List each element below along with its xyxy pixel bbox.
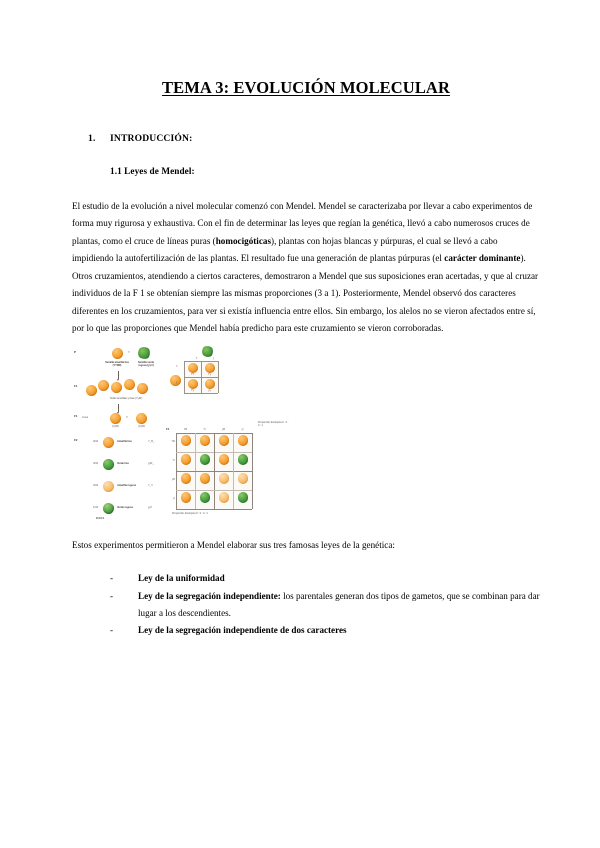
small-punnett-side-gamete: Y (176, 364, 178, 368)
large-punnett-seed (219, 435, 230, 446)
f1-cross-seed-a (110, 413, 121, 424)
law-name: Ley de la uniformidad (138, 573, 225, 584)
f2-ratio-count: 3/16 (93, 483, 98, 487)
f1-seed (111, 382, 122, 393)
bullet-marker: - (110, 590, 114, 601)
large-punnett-seed (200, 435, 211, 446)
large-punnett-side-gamete: yr (172, 496, 175, 500)
figure-canvas (72, 347, 290, 523)
small-punnett-cell-label: Yy (191, 388, 194, 392)
generation-label-f2: F2 (74, 437, 78, 442)
f2-genotype-label: Y_rr (148, 483, 153, 487)
f2-phenotype-label: Amarilla rugosa (117, 483, 136, 487)
small-punnett-cell-label: YY (190, 372, 195, 376)
section-number: 1. (88, 133, 96, 144)
large-punnett-top-gamete: Yr (203, 427, 206, 431)
f2-seed (103, 459, 114, 470)
large-punnett-side-gamete: Yr (172, 458, 175, 462)
large-punnett-seed (238, 492, 249, 503)
large-punnett-seed (181, 435, 192, 446)
subsection-heading-leyes-de-mendel: 1.1 Leyes de Mendel: (110, 166, 195, 176)
large-punnett-note: Proporción fenotípica 9 : 3 : 3 : 1 (172, 511, 208, 515)
large-punnett-seed (200, 492, 211, 503)
f1-cross-seed-b (136, 413, 147, 424)
f1-genotype-a: (YyRr) (111, 424, 120, 428)
list-item (110, 622, 540, 639)
f1-genotype-b: (YyRr) (137, 424, 146, 428)
f1-seed (86, 385, 97, 396)
large-punnett-top-gamete: YR (183, 427, 188, 431)
small-punnett-cell-label: yy (208, 388, 211, 392)
intro-paragraph (72, 198, 540, 338)
large-punnett-side-gamete: YR (171, 439, 175, 443)
f2-ratio-count: 3/16 (93, 461, 98, 465)
large-punnett-seed (238, 435, 249, 446)
large-punnett-top-gamete: yr (241, 427, 244, 431)
large-punnett-top-gamete: yR (221, 427, 226, 431)
large-punnett-side-gamete: yR (171, 477, 175, 481)
section-title: INTRODUCCIÓN: (110, 133, 193, 144)
f2-seed (103, 503, 114, 514)
large-punnett-line-h (176, 509, 252, 510)
cross-symbol-2: × (126, 414, 128, 419)
generation-label-p: P (74, 349, 76, 354)
mendel-laws-list (72, 570, 540, 640)
small-punnett-line (184, 393, 218, 394)
f1-phenotype-label: Todas amarillas y lisas (YyRr) (109, 396, 143, 400)
f2-genotype-label: Y_R_ (148, 439, 155, 443)
large-punnett-seed (238, 454, 249, 465)
small-punnett-top-gamete: Y (195, 356, 198, 360)
small-punnett-top-gamete: y (212, 356, 215, 360)
small-punnett-seed (188, 363, 198, 373)
arrow-f1-self (118, 404, 119, 412)
large-punnett-seed (200, 473, 211, 484)
parent-a-label: Semilla amarilla lisa (YYRR) (105, 360, 129, 367)
large-punnett-seed (181, 454, 192, 465)
f1-seed (124, 379, 135, 390)
cross-symbol: × (128, 349, 130, 354)
list-item (110, 570, 540, 587)
page-title (72, 78, 540, 99)
f1-cross-word: cruce (82, 415, 89, 419)
arrow-head (117, 379, 119, 381)
mendel-cross-figure (72, 347, 290, 523)
f2-seed (103, 481, 114, 492)
small-punnett-seed (205, 379, 215, 389)
law-description: los parentales generan dos tipos de gametos, que se combinan para dar lugar a los descendientes. (138, 590, 540, 618)
term-caracter-dominante: carácter dominante (444, 253, 521, 264)
f2-genotype-label: yyrr (148, 505, 153, 509)
f2-phenotype-label: Amarilla lisa (117, 439, 132, 443)
f2-seed (103, 437, 114, 448)
parent-seed-green (137, 346, 151, 360)
large-punnett-seed (181, 492, 192, 503)
f2-genotype-label: yyR_ (148, 461, 154, 465)
large-punnett-seed (219, 492, 230, 503)
intro-text-part-2: ), plantas con hojas blancas y púrpuras, el cual se llevó a cabo impidiendo la autofertilización de las plantas. El resultado fue una generación de plantas púrpuras (el (72, 235, 498, 264)
bullet-marker: - (110, 625, 114, 636)
small-punnett-side-gamete: y (176, 380, 178, 384)
f2-phenotype-label: Verde rugosa (117, 505, 133, 509)
f2-ratio-count: 9/16 (93, 439, 98, 443)
f2-ratio-summary: 9:3:3:1 (96, 516, 105, 520)
small-punnett-seed (188, 379, 198, 389)
section-heading-introduccion (72, 133, 540, 144)
large-punnett-corner-label: F1 (166, 426, 170, 431)
generation-label-f1-cross: F1 (74, 413, 78, 418)
generation-label-f1: F1 (74, 383, 78, 388)
term-homocigoticas: homocigóticas (215, 235, 272, 246)
law-name: Ley de la segregación independiente de dos caracteres (138, 625, 347, 636)
parent-seed-yellow (112, 348, 123, 359)
large-punnett-seed (219, 454, 230, 465)
intro-text-part-3: ). Otros cruzamientos, atendiendo a ciertos caracteres, demostraron a Mendel que sus suposiciones eran acertadas, y que al cruzar individuos de la F 1 se obtenían siempre las mismas proporciones (3 a 1). Posteriormente, Mendel observó dos caracteres diferentes en los cruzamientos, para ver si existía influencia entre ellos. Sin embargo, los alelos no se vieron afectados entre sí, por lo que las proporciones que Mendel había predicho para este cruzamiento se vieron corroboradas. (72, 253, 539, 334)
list-item (110, 588, 540, 623)
f1-seed (98, 380, 109, 391)
large-punnett-line-v (252, 433, 253, 509)
small-punnett-cell-label: Yy (208, 372, 211, 376)
intro-text-part-1: El estudio de la evolución a nivel molecular comenzó con Mendel. Mendel se caracterizaba por llevar a cabo experimentos de forma muy rigurosa y exhaustiva. Con el fin de determinar las leyes que regían la genética, llevó a cabo numerosos cruces de plantas, como el cruce de líneas puras ( (72, 201, 533, 246)
small-punnett-line (218, 361, 219, 393)
parent-b-label: Semilla verde rugosa (yyrr) (137, 360, 155, 367)
large-punnett-seed (200, 454, 211, 465)
arrow-p-to-f1 (118, 371, 119, 379)
large-punnett-seed (238, 473, 249, 484)
f1-seed (137, 383, 148, 394)
f2-phenotype-label: Verde lisa (117, 461, 129, 465)
large-punnett-ratio-note: Proporción fenotípica 9 : 3 : 3 : 1 (258, 420, 289, 427)
large-punnett-seed (181, 473, 192, 484)
large-punnett-seed (219, 473, 230, 484)
small-punnett-seed (205, 363, 215, 373)
large-punnett-line-v (214, 433, 215, 509)
law-name: Ley de la segregación independiente: (138, 590, 281, 601)
page-title-text: TEMA 3: EVOLUCIÓN MOLECULAR (162, 78, 450, 97)
f2-ratio-count: 1/16 (93, 505, 98, 509)
paragraph-after-figure: Estos experimentos permitieron a Mendel elaborar sus tres famosas leyes de la genética: (72, 539, 395, 550)
bullet-marker: - (110, 573, 114, 584)
